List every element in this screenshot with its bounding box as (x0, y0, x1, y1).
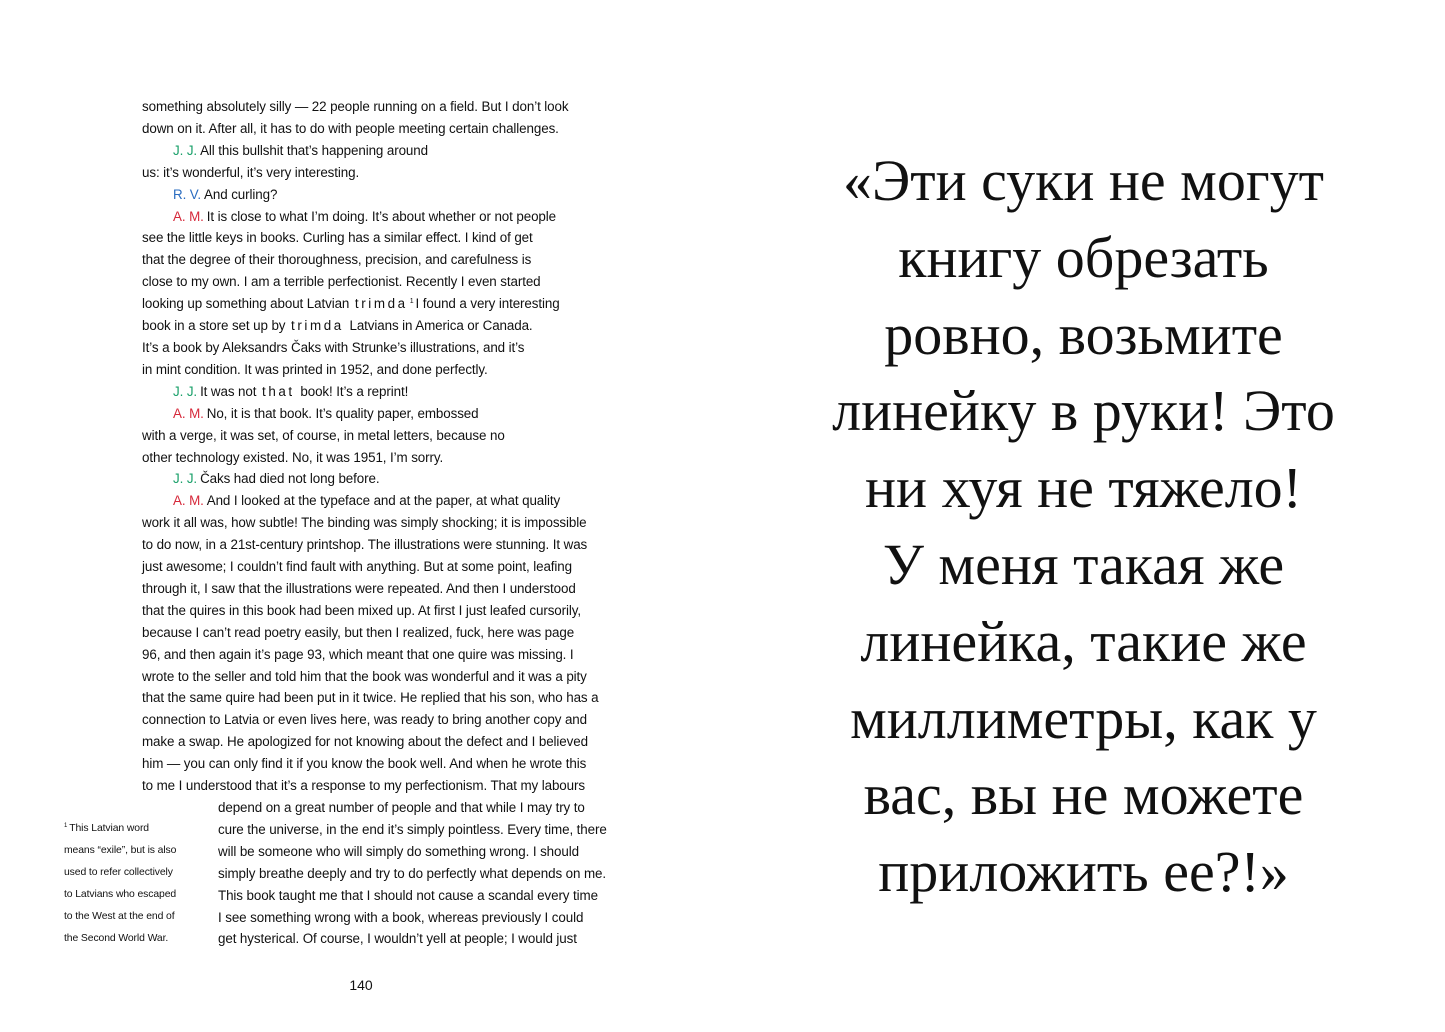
line-text: book! It’s a reprint! (300, 383, 409, 399)
text-line: through it, I saw that the illustrations were repeated. And then I understood (142, 580, 576, 596)
footnote-line: to the West at the end of (64, 910, 175, 922)
pull-quote (722, 143, 1445, 911)
spaced-word-trimda: trimda (354, 296, 408, 312)
footnote-line: means “exile”, but is also (64, 844, 177, 856)
footnote-line (64, 818, 214, 840)
quote-line: ровно, возьмите (884, 301, 1283, 367)
text-line (142, 381, 662, 403)
text-line (142, 315, 662, 337)
text-line: to do now, in a 21st-century printshop. The illustrations were stunning. It was (142, 537, 588, 553)
text-line: 96, and then again it’s page 93, which meant that one quire was missing. I (142, 646, 574, 662)
speaker-jj: J. J. (173, 471, 198, 487)
text-line: close to my own. I am a terrible perfectionist. Recently I even started (142, 274, 541, 290)
line-text: Čaks had died not long before. (200, 471, 380, 487)
text-line (142, 468, 662, 490)
text-line (142, 490, 662, 512)
speaker-rv: R. V. (173, 186, 202, 202)
text-line: wrote to the seller and told him that the book was wonderful and it was a pity (142, 668, 587, 684)
line-text: No, it is that book. It’s quality paper, embossed (206, 405, 479, 421)
footnote-text: This Latvian word (69, 823, 149, 834)
line-text: It is close to what I’m doing. It’s about whether or not people (206, 208, 557, 224)
text-line (142, 403, 662, 425)
interview-text (142, 96, 662, 950)
speaker-am: A. M. (173, 208, 204, 224)
text-line: connection to Latvia or even lives here, was ready to bring another copy and (142, 712, 587, 728)
line-text: I found a very interesting (415, 296, 560, 312)
text-line (142, 184, 662, 206)
quote-line: линейку в руки! Это (832, 378, 1335, 444)
footnote-line: used to refer collectively (64, 866, 173, 878)
line-text: looking up something about Latvian (142, 296, 350, 312)
text-line: cure the universe, in the end it’s simply pointless. Every time, there (218, 821, 607, 837)
quote-line: приложить ее?!» (878, 839, 1289, 905)
speaker-am: A. M. (173, 405, 204, 421)
speaker-jj: J. J. (173, 383, 198, 399)
text-line: see the little keys in books. Curling has a similar effect. I kind of get (142, 230, 533, 246)
text-line: that the same quire had been put in it twice. He replied that his son, who has a (142, 690, 599, 706)
quote-line: линейка, такие же (860, 608, 1307, 674)
line-text: Latvians in America or Canada. (349, 318, 533, 334)
footnote-line: the Second World War. (64, 932, 169, 944)
line-text: And I looked at the typeface and at the paper, at what quality (206, 493, 561, 509)
line-text: And curling? (204, 186, 278, 202)
quote-line: ни хуя не тяжело! (865, 455, 1302, 521)
text-line: him — you can only find it if you know the book well. And when he wrote this (142, 756, 587, 772)
footnote-number: 1 (64, 823, 68, 829)
text-line: This book taught me that I should not cause a scandal every time (218, 887, 598, 903)
text-line: depend on a great number of people and that while I may try to (218, 800, 585, 815)
text-line: make a swap. He apologized for not knowing about the defect and I believed (142, 734, 588, 750)
text-line: simply breathe deeply and try to do perfectly what depends on me. (218, 865, 607, 881)
right-page (722, 0, 1445, 1032)
page-number: 140 (349, 977, 373, 993)
text-line: will be someone who will simply do something wrong. I should (218, 843, 579, 859)
line-text: It was not (200, 383, 257, 399)
text-line: that the quires in this book had been mixed up. At first I just leafed cursorily, (142, 602, 581, 618)
quote-line: миллиметры, как у (850, 685, 1317, 751)
text-line: that the degree of their thoroughness, precision, and carefulness is (142, 252, 532, 268)
line-text: book in a store set up by (142, 318, 286, 334)
text-line: to me I understood that it’s a response to my perfectionism. That my labours (142, 778, 585, 794)
quote-line: книгу обрезать (898, 224, 1269, 290)
speaker-jj: J. J. (173, 142, 198, 158)
quote-line: У меня такая же (882, 531, 1285, 597)
text-line (142, 293, 662, 315)
text-line: get hysterical. Of course, I wouldn’t yell at people; I would just (218, 931, 577, 947)
text-line: in mint condition. It was printed in 1952, and done perfectly. (142, 361, 488, 377)
text-line: other technology existed. No, it was 1951, I’m sorry. (142, 449, 444, 465)
text-line (142, 206, 662, 228)
quote-line: «Эти суки не могут (843, 148, 1324, 213)
text-line: It’s a book by Aleksandrs Čaks with Strunke’s illustrations, and it’s (142, 339, 525, 355)
quote-line: вас, вы не можете (863, 762, 1304, 828)
text-line: work it all was, how subtle! The binding was simply shocking; it is impossible (142, 515, 587, 531)
text-line: I see something wrong with a book, whereas previously I could (218, 909, 584, 925)
footnote-line: to Latvians who escaped (64, 888, 177, 900)
text-line: because I can’t read poetry easily, but then I realized, fuck, here was page (142, 624, 575, 640)
left-page (0, 0, 722, 1032)
text-line: with a verge, it was set, of course, in metal letters, because no (142, 427, 505, 443)
footnote-marker: 1 (409, 298, 414, 306)
footnote (64, 818, 214, 949)
text-line: something absolutely silly — 22 people running on a field. But I don’t look (142, 99, 569, 114)
text-line (142, 140, 662, 162)
line-text: All this bullshit that’s happening around (200, 142, 428, 158)
speaker-am: A. M. (173, 493, 204, 509)
spaced-word-trimda: trimda (291, 318, 344, 334)
spaced-word-that: that (262, 383, 295, 399)
text-line: us: it’s wonderful, it’s very interesting. (142, 164, 360, 180)
text-line: just awesome; I couldn’t find fault with anything. But at some point, leafing (142, 559, 572, 575)
text-line: down on it. After all, it has to do with people meeting certain challenges. (142, 120, 559, 136)
